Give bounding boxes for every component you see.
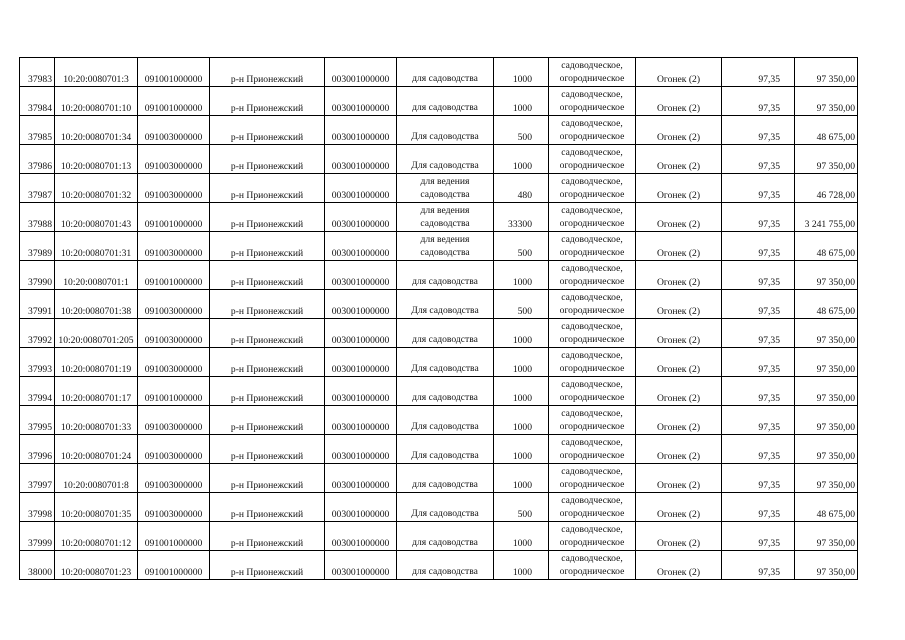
permitted-use (397, 174, 494, 203)
category-code: 003001000000 (325, 145, 397, 174)
category-code: 003001000000 (325, 435, 397, 464)
row-number: 37985 (20, 116, 55, 145)
area-value: 1000 (494, 319, 549, 348)
district-name: р-н Прионежский (210, 551, 325, 580)
cadastral-value: 46 728,00 (795, 174, 858, 203)
table-row (20, 290, 858, 319)
category-code: 003001000000 (325, 290, 397, 319)
location-name: Огонек (2) (636, 551, 722, 580)
cadastral-value: 48 675,00 (795, 493, 858, 522)
row-number: 37989 (20, 232, 55, 261)
land-category-line: огородническое (559, 247, 625, 258)
table-row (20, 174, 858, 203)
category-code: 003001000000 (325, 406, 397, 435)
category-code: 003001000000 (325, 87, 397, 116)
district-name: р-н Прионежский (210, 203, 325, 232)
land-category-line: садоводческое, (561, 379, 623, 390)
table-row (20, 435, 858, 464)
land-category-line: огородническое (559, 73, 625, 84)
land-category-line: садоводческое, (561, 205, 623, 216)
category-code: 003001000000 (325, 174, 397, 203)
permitted-use-line: Для садоводства (411, 305, 479, 316)
cadastral-number: 10:20:0080701:31 (55, 232, 138, 261)
cadastral-value: 97 350,00 (795, 87, 858, 116)
district-name: р-н Прионежский (210, 464, 325, 493)
land-category (549, 493, 636, 522)
row-number: 37990 (20, 261, 55, 290)
area-value: 1000 (494, 58, 549, 87)
permitted-use (397, 145, 494, 174)
okato-code: 091001000000 (138, 87, 210, 116)
cadastral-number: 10:20:0080701:8 (55, 464, 138, 493)
cadastral-number: 10:20:0080701:24 (55, 435, 138, 464)
cadastral-number: 10:20:0080701:33 (55, 406, 138, 435)
location-name: Огонек (2) (636, 435, 722, 464)
land-category-line: огородническое (559, 160, 625, 171)
cadastral-value: 97 350,00 (795, 551, 858, 580)
permitted-use (397, 464, 494, 493)
land-category (549, 348, 636, 377)
table-row (20, 464, 858, 493)
land-category (549, 203, 636, 232)
okato-code: 091003000000 (138, 232, 210, 261)
table-row (20, 261, 858, 290)
land-category-line: огородническое (559, 537, 625, 548)
permitted-use-line: для садоводства (412, 102, 478, 113)
row-number: 37994 (20, 377, 55, 406)
land-category-line: огородническое (559, 334, 625, 345)
land-category-line: садоводческое, (561, 350, 623, 361)
category-code: 003001000000 (325, 261, 397, 290)
row-number: 37991 (20, 290, 55, 319)
land-category-line: садоводческое, (561, 176, 623, 187)
specific-value: 97,35 (722, 174, 795, 203)
land-category-line: огородническое (559, 189, 625, 200)
cadastral-value: 97 350,00 (795, 348, 858, 377)
location-name: Огонек (2) (636, 58, 722, 87)
okato-code: 091001000000 (138, 377, 210, 406)
cadastral-value: 48 675,00 (795, 290, 858, 319)
specific-value: 97,35 (722, 493, 795, 522)
permitted-use (397, 435, 494, 464)
permitted-use-line: для садоводства (412, 537, 478, 548)
land-category (549, 116, 636, 145)
land-category-line: огородническое (559, 131, 625, 142)
cadastral-number: 10:20:0080701:35 (55, 493, 138, 522)
row-number: 37988 (20, 203, 55, 232)
category-code: 003001000000 (325, 551, 397, 580)
land-category (549, 406, 636, 435)
specific-value: 97,35 (722, 87, 795, 116)
permitted-use (397, 203, 494, 232)
okato-code: 091003000000 (138, 174, 210, 203)
land-category (549, 232, 636, 261)
permitted-use (397, 290, 494, 319)
location-name: Огонек (2) (636, 261, 722, 290)
specific-value: 97,35 (722, 522, 795, 551)
land-category (549, 464, 636, 493)
category-code: 003001000000 (325, 464, 397, 493)
cadastral-number: 10:20:0080701:10 (55, 87, 138, 116)
okato-code: 091003000000 (138, 406, 210, 435)
area-value: 1000 (494, 406, 549, 435)
category-code: 003001000000 (325, 203, 397, 232)
cadastral-number: 10:20:0080701:38 (55, 290, 138, 319)
permitted-use-line: для садоводства (412, 479, 478, 490)
land-category (549, 261, 636, 290)
district-name: р-н Прионежский (210, 261, 325, 290)
cadastral-number: 10:20:0080701:43 (55, 203, 138, 232)
area-value: 500 (494, 290, 549, 319)
specific-value: 97,35 (722, 319, 795, 348)
category-code: 003001000000 (325, 319, 397, 348)
cadastral-number: 10:20:0080701:17 (55, 377, 138, 406)
specific-value: 97,35 (722, 435, 795, 464)
land-category (549, 87, 636, 116)
land-category (549, 290, 636, 319)
location-name: Огонек (2) (636, 290, 722, 319)
land-category-line: садоводческое, (561, 234, 623, 245)
permitted-use (397, 551, 494, 580)
okato-code: 091001000000 (138, 551, 210, 580)
cadastral-number: 10:20:0080701:32 (55, 174, 138, 203)
okato-code: 091003000000 (138, 464, 210, 493)
land-category-line: огородническое (559, 450, 625, 461)
row-number: 37992 (20, 319, 55, 348)
district-name: р-н Прионежский (210, 145, 325, 174)
area-value: 1000 (494, 348, 549, 377)
land-category-line: огородническое (559, 305, 625, 316)
okato-code: 091003000000 (138, 493, 210, 522)
area-value: 1000 (494, 145, 549, 174)
specific-value: 97,35 (722, 377, 795, 406)
okato-code: 091003000000 (138, 145, 210, 174)
area-value: 1000 (494, 87, 549, 116)
land-category-line: садоводческое, (561, 89, 623, 100)
specific-value: 97,35 (722, 290, 795, 319)
land-category-line: огородническое (559, 566, 625, 577)
specific-value: 97,35 (722, 203, 795, 232)
cadastral-number: 10:20:0080701:205 (55, 319, 138, 348)
district-name: р-н Прионежский (210, 232, 325, 261)
land-category (549, 145, 636, 174)
permitted-use-line: садоводства (420, 189, 470, 200)
okato-code: 091003000000 (138, 290, 210, 319)
area-value: 1000 (494, 551, 549, 580)
specific-value: 97,35 (722, 145, 795, 174)
district-name: р-н Прионежский (210, 522, 325, 551)
area-value: 1000 (494, 261, 549, 290)
cadastral-number: 10:20:0080701:23 (55, 551, 138, 580)
table-row (20, 348, 858, 377)
table-row (20, 522, 858, 551)
cadastral-value: 97 350,00 (795, 435, 858, 464)
district-name: р-н Прионежский (210, 377, 325, 406)
area-value: 480 (494, 174, 549, 203)
row-number: 37987 (20, 174, 55, 203)
land-category-line: садоводческое, (561, 60, 623, 71)
okato-code: 091001000000 (138, 522, 210, 551)
specific-value: 97,35 (722, 58, 795, 87)
table-row (20, 493, 858, 522)
okato-code: 091001000000 (138, 261, 210, 290)
specific-value: 97,35 (722, 464, 795, 493)
okato-code: 091001000000 (138, 58, 210, 87)
category-code: 003001000000 (325, 232, 397, 261)
location-name: Огонек (2) (636, 116, 722, 145)
land-category-line: садоводческое, (561, 118, 623, 129)
area-value: 33300 (494, 203, 549, 232)
cadastral-value: 48 675,00 (795, 232, 858, 261)
permitted-use-line: Для садоводства (411, 131, 479, 142)
okato-code: 091001000000 (138, 203, 210, 232)
specific-value: 97,35 (722, 348, 795, 377)
specific-value: 97,35 (722, 406, 795, 435)
okato-code: 091003000000 (138, 348, 210, 377)
land-category-line: огородническое (559, 218, 625, 229)
cadastral-number: 10:20:0080701:34 (55, 116, 138, 145)
area-value: 1000 (494, 464, 549, 493)
table-row (20, 203, 858, 232)
location-name: Огонек (2) (636, 464, 722, 493)
row-number: 37986 (20, 145, 55, 174)
cadastral-value: 97 350,00 (795, 406, 858, 435)
okato-code: 091003000000 (138, 116, 210, 145)
specific-value: 97,35 (722, 116, 795, 145)
cadastral-value: 97 350,00 (795, 145, 858, 174)
district-name: р-н Прионежский (210, 290, 325, 319)
cadastral-number: 10:20:0080701:13 (55, 145, 138, 174)
permitted-use (397, 348, 494, 377)
permitted-use-line: для садоводства (412, 276, 478, 287)
table-row (20, 232, 858, 261)
table-row (20, 58, 858, 87)
cadastral-number: 10:20:0080701:3 (55, 58, 138, 87)
permitted-use (397, 58, 494, 87)
row-number: 37999 (20, 522, 55, 551)
permitted-use-line: садоводства (420, 218, 470, 229)
permitted-use-line: для садоводства (412, 73, 478, 84)
row-number: 37996 (20, 435, 55, 464)
area-value: 500 (494, 232, 549, 261)
table-row (20, 406, 858, 435)
land-category-line: садоводческое, (561, 437, 623, 448)
permitted-use-line: садоводства (420, 247, 470, 258)
district-name: р-н Прионежский (210, 435, 325, 464)
land-category (549, 377, 636, 406)
land-category (549, 174, 636, 203)
district-name: р-н Прионежский (210, 319, 325, 348)
row-number: 37983 (20, 58, 55, 87)
okato-code: 091003000000 (138, 319, 210, 348)
specific-value: 97,35 (722, 232, 795, 261)
permitted-use (397, 522, 494, 551)
okato-code: 091003000000 (138, 435, 210, 464)
land-category-line: огородническое (559, 479, 625, 490)
land-category (549, 522, 636, 551)
land-category-line: садоводческое, (561, 524, 623, 535)
land-category-line: огородническое (559, 363, 625, 374)
category-code: 003001000000 (325, 116, 397, 145)
specific-value: 97,35 (722, 551, 795, 580)
location-name: Огонек (2) (636, 493, 722, 522)
cadastral-value: 97 350,00 (795, 464, 858, 493)
location-name: Огонек (2) (636, 522, 722, 551)
category-code: 003001000000 (325, 522, 397, 551)
table-row (20, 116, 858, 145)
land-category-line: огородническое (559, 276, 625, 287)
location-name: Огонек (2) (636, 203, 722, 232)
row-number: 37998 (20, 493, 55, 522)
permitted-use-line: Для садоводства (411, 363, 479, 374)
land-category (549, 435, 636, 464)
category-code: 003001000000 (325, 377, 397, 406)
location-name: Огонек (2) (636, 319, 722, 348)
land-category-line: огородническое (559, 421, 625, 432)
row-number: 37995 (20, 406, 55, 435)
permitted-use-line: для ведения (420, 234, 470, 245)
permitted-use-line: для садоводства (412, 392, 478, 403)
table-row (20, 319, 858, 348)
cadastral-value: 97 350,00 (795, 377, 858, 406)
permitted-use (397, 406, 494, 435)
area-value: 500 (494, 116, 549, 145)
district-name: р-н Прионежский (210, 174, 325, 203)
table-row (20, 145, 858, 174)
table-row (20, 87, 858, 116)
location-name: Огонек (2) (636, 348, 722, 377)
cadastral-number: 10:20:0080701:12 (55, 522, 138, 551)
district-name: р-н Прионежский (210, 493, 325, 522)
table-row (20, 551, 858, 580)
district-name: р-н Прионежский (210, 348, 325, 377)
permitted-use-line: для ведения (420, 176, 470, 187)
permitted-use-line: Для садоводства (411, 508, 479, 519)
cadastral-value: 48 675,00 (795, 116, 858, 145)
location-name: Огонек (2) (636, 174, 722, 203)
land-category-line: огородническое (559, 508, 625, 519)
land-category-line: огородническое (559, 392, 625, 403)
location-name: Огонек (2) (636, 87, 722, 116)
land-registry-table (19, 57, 858, 580)
land-category-line: садоводческое, (561, 292, 623, 303)
permitted-use (397, 87, 494, 116)
cadastral-value: 97 350,00 (795, 58, 858, 87)
permitted-use (397, 493, 494, 522)
permitted-use (397, 261, 494, 290)
table-row (20, 377, 858, 406)
row-number: 37997 (20, 464, 55, 493)
category-code: 003001000000 (325, 348, 397, 377)
district-name: р-н Прионежский (210, 116, 325, 145)
permitted-use-line: для ведения (420, 205, 470, 216)
land-category-line: огородническое (559, 102, 625, 113)
specific-value: 97,35 (722, 261, 795, 290)
permitted-use (397, 377, 494, 406)
area-value: 1000 (494, 522, 549, 551)
category-code: 003001000000 (325, 58, 397, 87)
category-code: 003001000000 (325, 493, 397, 522)
permitted-use (397, 232, 494, 261)
location-name: Огонек (2) (636, 145, 722, 174)
row-number: 37984 (20, 87, 55, 116)
cadastral-value: 3 241 755,00 (795, 203, 858, 232)
location-name: Огонек (2) (636, 377, 722, 406)
land-category-line: садоводческое, (561, 495, 623, 506)
district-name: р-н Прионежский (210, 58, 325, 87)
land-category-line: садоводческое, (561, 408, 623, 419)
row-number: 37993 (20, 348, 55, 377)
cadastral-value: 97 350,00 (795, 522, 858, 551)
cadastral-number: 10:20:0080701:19 (55, 348, 138, 377)
area-value: 1000 (494, 377, 549, 406)
cadastral-number: 10:20:0080701:1 (55, 261, 138, 290)
land-category-line: садоводческое, (561, 321, 623, 332)
land-category (549, 58, 636, 87)
district-name: р-н Прионежский (210, 406, 325, 435)
location-name: Огонек (2) (636, 232, 722, 261)
row-number: 38000 (20, 551, 55, 580)
district-name: р-н Прионежский (210, 87, 325, 116)
area-value: 500 (494, 493, 549, 522)
permitted-use-line: Для садоводства (411, 160, 479, 171)
permitted-use-line: для садоводства (412, 334, 478, 345)
permitted-use (397, 116, 494, 145)
permitted-use (397, 319, 494, 348)
area-value: 1000 (494, 435, 549, 464)
cadastral-value: 97 350,00 (795, 261, 858, 290)
land-category-line: садоводческое, (561, 466, 623, 477)
land-category-line: садоводческое, (561, 263, 623, 274)
location-name: Огонек (2) (636, 406, 722, 435)
land-category-line: садоводческое, (561, 147, 623, 158)
land-category (549, 319, 636, 348)
land-category-line: садоводческое, (561, 553, 623, 564)
permitted-use-line: для садоводства (412, 566, 478, 577)
permitted-use-line: Для садоводства (411, 421, 479, 432)
cadastral-value: 97 350,00 (795, 319, 858, 348)
permitted-use-line: Для садоводства (411, 450, 479, 461)
land-category (549, 551, 636, 580)
